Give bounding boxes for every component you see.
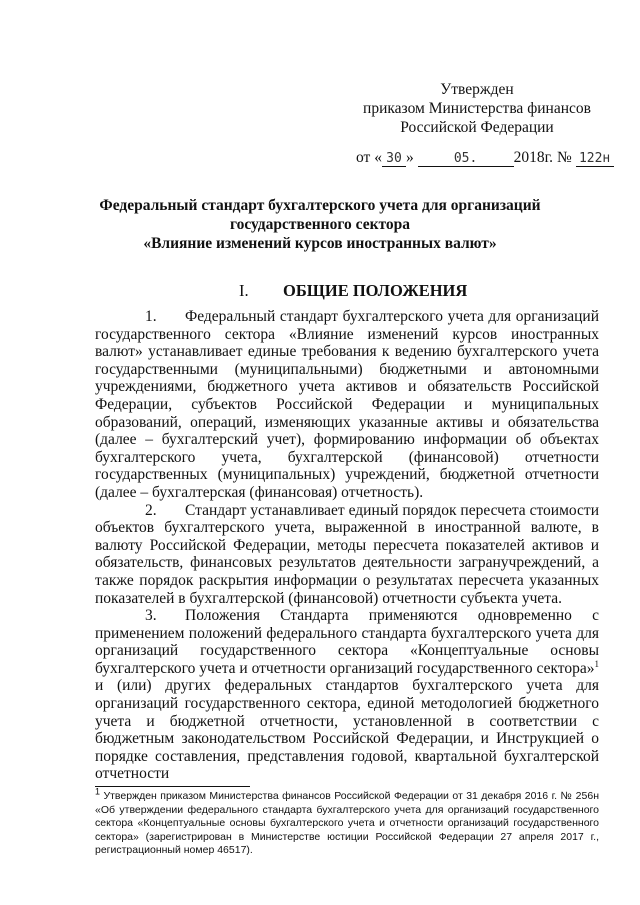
footnote-marker: 1 [95, 786, 101, 797]
footnote-separator [95, 786, 250, 787]
approval-line-order: приказом Министерства финансов [363, 100, 591, 117]
order-close-quote: » [405, 149, 414, 166]
paragraph-number: 3. [145, 607, 157, 625]
paragraph-text-continued: и (или) других федеральных стандартов бухгалтерского учета для организаций государственного сектора, единой методологией бюджетного учета и бюджетной отчетности, установленной в соответствии с бюджетным законодательством Российской Федерации, и Инструкцией о порядке составления, представления годовой, квартальной бухгалтерской отчетности [95, 677, 599, 783]
paragraph-1 [95, 308, 599, 502]
paragraph-2 [95, 502, 599, 608]
footnote [95, 786, 599, 858]
footnote-text: Утвержден приказом Министерства финансов Российской Федерации от 31 декабря 2016 г. № 256н «Об утверждении федерального стандарта бухгалтерского учета для организаций государственного сектора «Концептуальные основы бухгалтерского учета и отчетности организаций государственного сектора» (зарегистрирован в Министерстве юстиции Российской Федерации 27 апреля 2017 г., регистрационный номер 46517). [95, 790, 599, 856]
order-number-sign: № [556, 149, 572, 166]
order-prefix: от « [356, 149, 382, 166]
paragraph-3 [95, 607, 599, 783]
order-date-number [356, 149, 616, 167]
order-day: 30 [382, 152, 406, 167]
title-line-2: государственного сектора [229, 216, 411, 233]
order-number: 122н [576, 152, 614, 167]
approval-line-approved: Утвержден [440, 81, 514, 98]
section-number: I. [239, 281, 249, 300]
approval-block [352, 80, 602, 137]
title-line-3: «Влияние изменений курсов иностранных валют» [143, 235, 497, 252]
document-title [95, 196, 545, 253]
paragraph-text: Положения Стандарта применяются одновременно с применением положений федерального стандарта бухгалтерского учета для организаций государственного сектора «Концептуальные основы бухгалтерского учета и отчетности организаций государственного сектора» [95, 607, 599, 677]
order-month: 05. [418, 152, 514, 167]
approval-line-country: Российской Федерации [400, 119, 554, 136]
document-body [95, 308, 599, 783]
section-name: ОБЩИЕ ПОЛОЖЕНИЯ [283, 281, 468, 300]
order-year: 2018г. [513, 149, 554, 166]
paragraph-number: 1. [145, 308, 157, 325]
paragraph-number: 2. [145, 501, 157, 519]
paragraph-text: Федеральный стандарт бухгалтерского учета для организаций государственного сектора «Влияние изменений курсов иностранных валют» устанавливает единые требования к ведению бухгалтерского учета государственными (муниципальными) бюджетными и автономными учреждениями, бюджетного учета активов и обязательств Российской Федерации, субъектов Российской Федерации и муниципальных образований, операций, изменяющих указанные активы и обязательства (далее – бухгалтерский учет), формированию информации об объектах бухгалтерского учета, бухгалтерской (финансовой) отчетности государственных (муниципальных) учреждений, бюджетной отчетности (далее – бухгалтерская (финансовая) отчетность). [95, 308, 599, 501]
footnote-reference: 1 [594, 658, 599, 669]
paragraph-text: Стандарт устанавливает единый порядок пересчета стоимости объектов бухгалтерского учета, выраженной в иностранной валюте, в валюту Российской Федерации, методы пересчета показателей активов и обязательств, финансовых результатов деятельности загранучреждений, а также порядок раскрытия информации о результатах пересчета указанных показателей в бухгалтерской (финансовой) отчетности субъекта учета. [95, 501, 599, 607]
title-line-1: Федеральный стандарт бухгалтерского учета для организаций [99, 197, 541, 214]
